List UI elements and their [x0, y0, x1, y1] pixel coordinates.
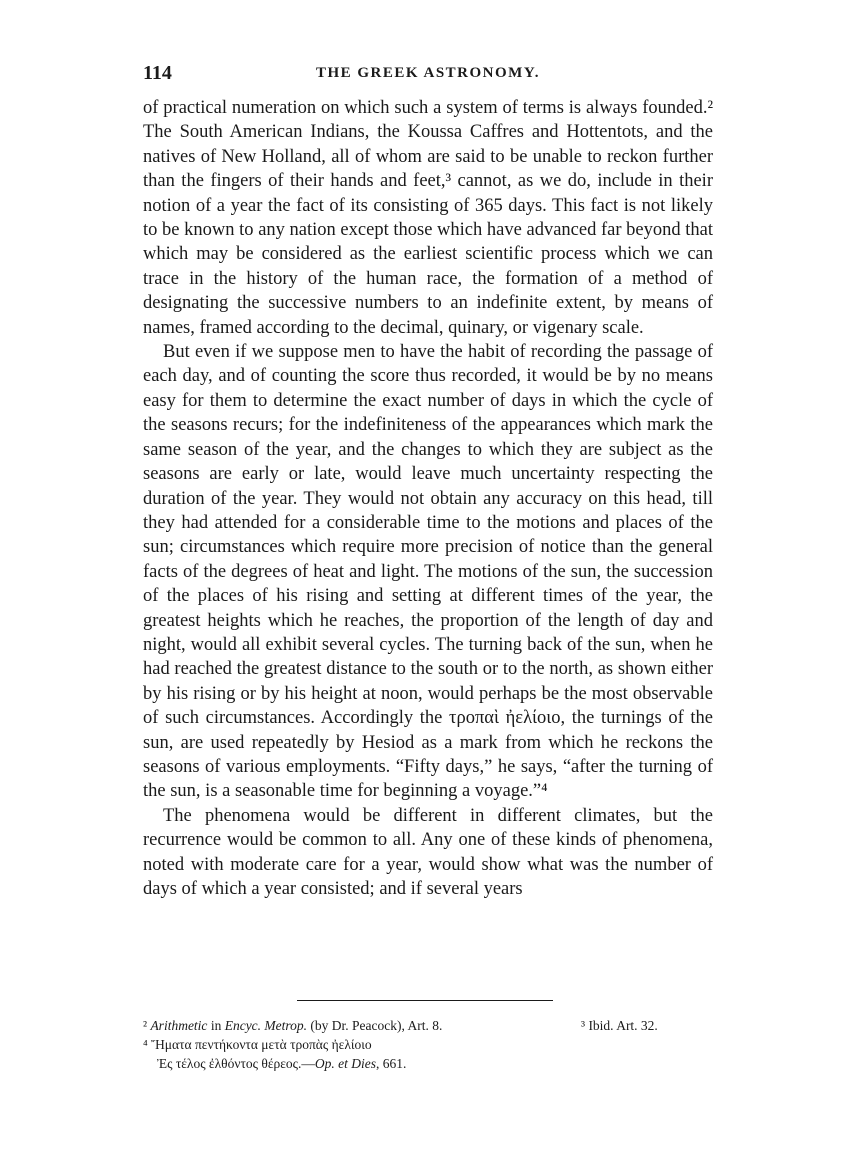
footnote-4	[143, 1035, 713, 1054]
paragraph-2: But even if we suppose men to have the habit of recording the passage of each day, and of counting the score thus recorded, it would be by no means easy for them to determine the exact number of days in which the cycle of the seasons recurs; for the indefiniteness of the appearances which mark the same season of the year, and the changes to which they are subject as the seasons are early or late, would leave much uncertainty respecting the duration of the year. They would not obtain any accuracy on this head, till they had attended for a considerable time to the motions and places of the sun; circumstances which require more precision of notice than the general facts of the degrees of heat and light. The motions of the sun, the succession of the places of his rising and setting at different times of the year, the greatest heights which he reaches, the proportion of the length of day and night, would all exhibit several cycles. The turning back of the sun, when he had reached the greatest distance to the south or to the north, as shown either by his rising or by his height at noon, would perhaps be the most observable of such circumstances. Accordingly the τροπαὶ ἠελίοιο, the turnings of the sun, are used repeatedly by Hesiod as a mark from which he reckons the seasons of various employments. “Fifty days,” he says, “after the turning of the sun, is a seasonable time for beginning a voyage.”⁴	[143, 342, 713, 802]
footnote-2-title-a: Arithmetic	[150, 1018, 208, 1033]
paragraph-1: of practical numeration on which such a system of terms is always founded.² The South American Indians, the Koussa Caffres and Hottentots, and the natives of New Holland, all of whom are said to be unable to reckon further than the fingers of their hands and feet,³ cannot, as we do, include in their notion of a year the fact of its consisting of 365 days. This fact is not likely to be known to any nation except those which have advanced far beyond that which may be considered as the earliest scientific process which we can trace in the history of the human race, the formation of a method of designating the successive numbers to an indefinite extent, by means of names, framed according to the decimal, quinary, or vigenary scale.	[143, 98, 713, 338]
footnote-2-title-b: Encyc. Metrop.	[224, 1018, 308, 1033]
footnote-4-greek-line-2: Ἐς τέλος ἐλθόντος θέρεος.—	[157, 1056, 315, 1071]
page-number: 114	[143, 62, 172, 84]
footnote-4-line-2	[143, 1054, 713, 1073]
page-header	[143, 60, 713, 86]
footnote-3-marker: ³	[581, 1018, 586, 1033]
body-text	[143, 96, 713, 901]
footnote-2-text-a: in	[207, 1018, 225, 1033]
footnote-2-text-b: (by Dr. Peacock), Art. 8.	[307, 1018, 443, 1033]
footnotes	[143, 1016, 713, 1073]
footnote-3-text: Ibid. Art. 32.	[588, 1018, 658, 1033]
footnote-row-1	[143, 1016, 713, 1035]
paragraph-3: The phenomena would be different in different climates, but the recurrence would be common to all. Any one of these kinds of phenomena, noted with moderate care for a year, would show what was the number of days of which a year consisted; and if several years	[143, 805, 713, 899]
footnote-4-greek-line-1: Ἤματα πεντήκοντα μετὰ τροπὰς ἠελίοιο	[151, 1037, 372, 1052]
footnote-divider	[297, 1000, 553, 1001]
footnote-4-marker: ⁴	[143, 1037, 148, 1052]
footnote-3	[581, 1016, 658, 1035]
footnote-2	[143, 1016, 442, 1035]
footnote-2-marker: ²	[143, 1018, 148, 1033]
footnote-4-citation: , 661.	[376, 1056, 407, 1071]
running-title: THE GREEK ASTRONOMY.	[315, 65, 541, 81]
footnote-4-source: Op. et Dies	[314, 1056, 376, 1071]
